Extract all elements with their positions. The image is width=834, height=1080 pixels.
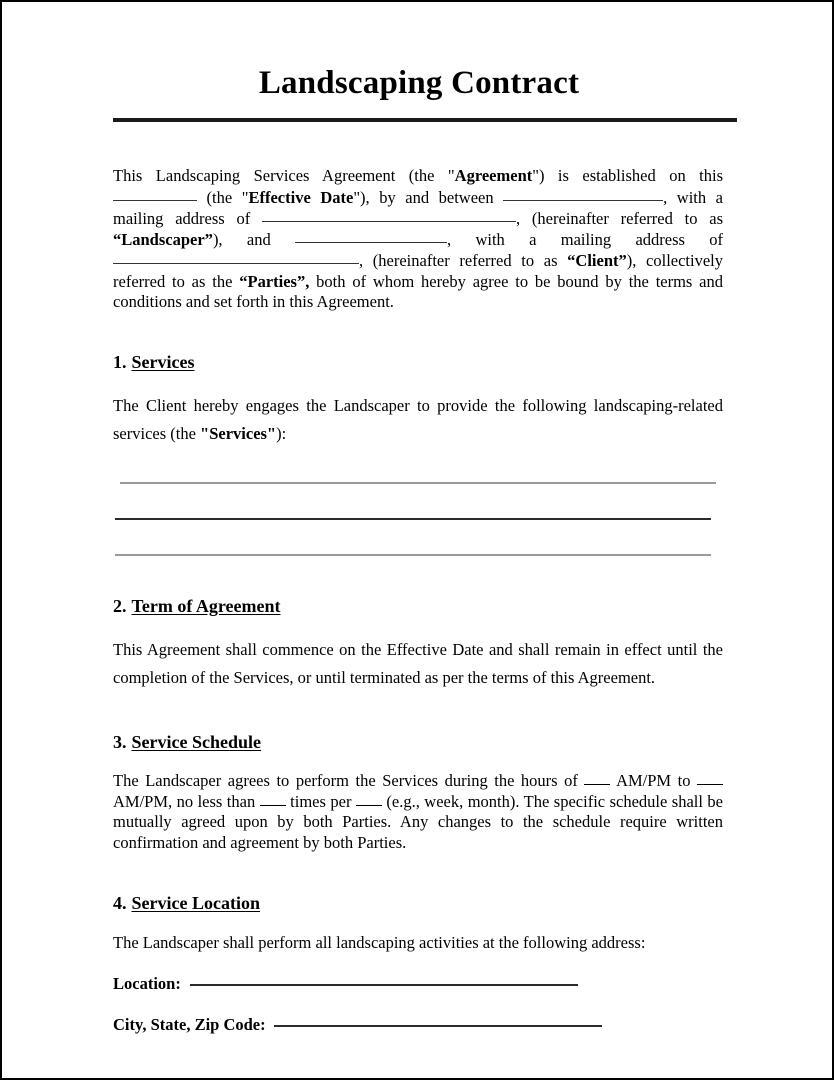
section-3-text-5: (e.g., week, month). The specific schedule shall be mutually agreed upon by both Parties. Any changes to the schedule require written confirmation and agreement by both Parties. bbox=[113, 791, 723, 852]
intro-text-11: both of whom hereby agree to be bound by the terms and conditions and set forth in this Agreement. bbox=[113, 271, 724, 312]
intro-term-landscaper: “Landscaper” bbox=[113, 230, 213, 250]
intro-text-7: ), and bbox=[212, 230, 296, 250]
landscaper-address-blank[interactable] bbox=[262, 208, 516, 222]
section-3-text-1: The Landscaper agrees to perform the Services during the hours of bbox=[113, 771, 585, 791]
spacer bbox=[113, 556, 725, 596]
page-title: Landscaping Contract bbox=[258, 65, 580, 101]
section-2-title: Term of Agreement bbox=[131, 595, 281, 616]
intro-paragraph bbox=[113, 122, 723, 312]
section-1-text-2: ): bbox=[276, 423, 287, 443]
intro-term-client: “Client” bbox=[567, 251, 627, 271]
spacer bbox=[113, 753, 723, 771]
section-1-number: 1. bbox=[113, 352, 127, 373]
location-input-line[interactable] bbox=[190, 972, 578, 986]
section-1-title: Services bbox=[131, 352, 195, 373]
section-2-body: This Agreement shall commence on the Effective Date and shall remain in effect until the completion of the Services, or until terminated as per the terms of this Agreement. bbox=[113, 639, 723, 687]
intro-text-2: ") is established on this bbox=[532, 166, 723, 186]
section-3-text-2: AM/PM to bbox=[610, 771, 697, 791]
intro-text-1: This Landscaping Services Agreement (the " bbox=[113, 166, 455, 186]
section-2-number: 2. bbox=[113, 595, 127, 616]
section-3-text-4: times per bbox=[285, 791, 356, 811]
client-name-blank[interactable] bbox=[295, 229, 447, 243]
end-hour-blank[interactable] bbox=[697, 772, 723, 785]
intro-text-5: , with a mailing address of bbox=[113, 187, 724, 228]
section-3-title: Service Schedule bbox=[131, 731, 261, 752]
frequency-count-blank[interactable] bbox=[260, 793, 286, 806]
intro-text-3: (the " bbox=[206, 187, 249, 207]
spacer bbox=[113, 374, 723, 392]
intro-text-6: , (hereinafter referred to as bbox=[516, 208, 724, 228]
section-service-schedule bbox=[113, 732, 723, 854]
intro-text-8: , with a mailing address of bbox=[447, 230, 723, 250]
intro-term-effective-date: Effective Date bbox=[248, 187, 354, 207]
spacer bbox=[113, 853, 725, 893]
spacer bbox=[113, 692, 725, 732]
landscaper-name-blank[interactable] bbox=[503, 187, 663, 201]
section-4-title: Service Location bbox=[131, 893, 260, 914]
page-content bbox=[113, 2, 725, 1035]
spacer bbox=[113, 312, 725, 352]
section-3-heading bbox=[113, 732, 723, 754]
intro-text-10: ), collectively referred to as the bbox=[113, 251, 723, 291]
section-4-number: 4. bbox=[113, 893, 127, 914]
location-field-label: Location: bbox=[113, 974, 181, 994]
section-3-text-3: AM/PM, no less than bbox=[113, 791, 260, 811]
spacer bbox=[113, 618, 723, 636]
intro-term-agreement: Agreement bbox=[454, 166, 533, 186]
city-state-zip-field-row bbox=[113, 1013, 723, 1035]
section-4-body: The Landscaper shall perform all landscaping activities at the following address: bbox=[113, 932, 646, 952]
date-blank[interactable] bbox=[113, 187, 197, 201]
spacer bbox=[113, 915, 723, 933]
section-4-heading bbox=[113, 893, 723, 915]
section-1-term-services: "Services" bbox=[200, 423, 277, 443]
section-1-heading bbox=[113, 352, 723, 374]
start-hour-blank[interactable] bbox=[584, 772, 610, 785]
section-service-location bbox=[113, 893, 723, 1035]
section-1-body bbox=[113, 392, 723, 448]
section-services bbox=[113, 352, 723, 556]
intro-text-4: "), by and between bbox=[353, 187, 504, 207]
section-2-heading bbox=[113, 596, 723, 618]
client-address-blank[interactable] bbox=[113, 250, 359, 264]
section-term-of-agreement bbox=[113, 596, 723, 692]
location-field-row bbox=[113, 972, 723, 994]
city-state-zip-field-label: City, State, Zip Code: bbox=[113, 1015, 266, 1035]
intro-term-parties: “Parties”, bbox=[239, 271, 310, 291]
services-blank-lines bbox=[113, 448, 723, 556]
section-1-text-1: The Client hereby engages the Landscaper to provide the following landscaping-related services (the bbox=[113, 395, 723, 443]
section-3-number: 3. bbox=[113, 731, 127, 752]
section-3-body bbox=[113, 771, 723, 853]
frequency-period-blank[interactable] bbox=[356, 793, 382, 806]
intro-text-9: , (hereinafter referred to as bbox=[359, 251, 568, 271]
city-state-zip-input-line[interactable] bbox=[274, 1013, 602, 1027]
